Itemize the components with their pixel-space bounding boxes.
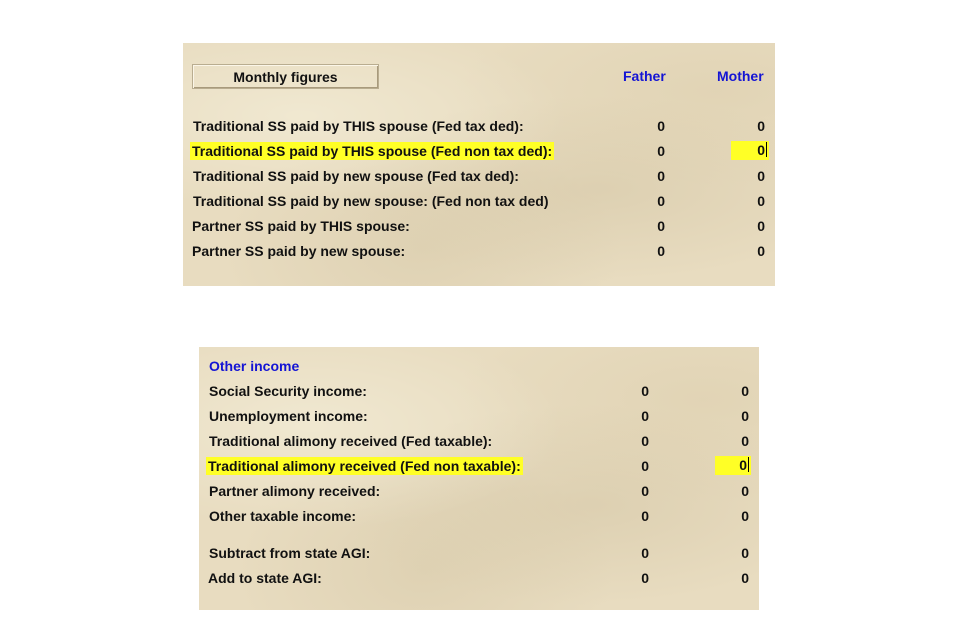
table-row [183, 140, 775, 162]
row-label: Social Security income: [209, 383, 367, 399]
table-row [183, 215, 775, 237]
text-caret [766, 142, 767, 157]
table-row [199, 380, 759, 402]
row-label: Traditional SS paid by new spouse: (Fed non tax ded) [193, 193, 549, 209]
mother-value[interactable]: 0 [757, 168, 765, 184]
table-row [199, 480, 759, 502]
table-row [199, 455, 759, 477]
father-value[interactable]: 0 [641, 570, 649, 586]
mother-input-value: 0 [739, 457, 747, 473]
father-value[interactable]: 0 [641, 545, 649, 561]
father-value[interactable]: 0 [641, 508, 649, 524]
mother-value[interactable]: 0 [741, 545, 749, 561]
other-income-panel [199, 347, 759, 610]
table-row [183, 165, 775, 187]
table-row [183, 240, 775, 262]
father-value[interactable]: 0 [657, 193, 665, 209]
row-label: Partner SS paid by THIS spouse: [192, 218, 410, 234]
monthly-figures-panel [183, 43, 775, 286]
mother-value[interactable]: 0 [757, 243, 765, 259]
row-label: Partner SS paid by new spouse: [192, 243, 406, 259]
mother-value[interactable]: 0 [741, 508, 749, 524]
mother-input-value: 0 [757, 142, 765, 158]
mother-value[interactable]: 0 [757, 193, 765, 209]
table-row [199, 505, 759, 527]
table-row [183, 190, 775, 212]
father-value[interactable]: 0 [657, 143, 665, 159]
row-label: Unemployment income: [209, 408, 368, 424]
row-label: Partner alimony received: [209, 483, 381, 499]
father-value[interactable]: 0 [641, 458, 649, 474]
table-row [199, 542, 759, 564]
table-row [199, 567, 759, 589]
mother-value[interactable]: 0 [741, 483, 749, 499]
other-income-title: Other income [209, 358, 300, 374]
monthly-figures-header: Monthly figures [192, 64, 379, 89]
row-label-highlighted: Traditional SS paid by THIS spouse (Fed non tax ded): [192, 143, 553, 159]
father-value[interactable]: 0 [657, 243, 665, 259]
mother-value[interactable]: 0 [757, 118, 765, 134]
father-value[interactable]: 0 [641, 483, 649, 499]
mother-input-active[interactable] [731, 141, 769, 160]
row-label-highlighted: Traditional alimony received (Fed non taxable): [208, 458, 521, 474]
table-row [199, 430, 759, 452]
father-value[interactable]: 0 [641, 383, 649, 399]
row-label: Other taxable income: [209, 508, 357, 524]
father-value[interactable]: 0 [657, 168, 665, 184]
mother-value[interactable]: 0 [741, 408, 749, 424]
mother-column-header: Mother [717, 68, 764, 84]
row-label: Traditional SS paid by THIS spouse (Fed tax ded): [193, 118, 524, 134]
row-label: Subtract from state AGI: [209, 545, 371, 561]
row-label: Traditional alimony received (Fed taxable): [209, 433, 493, 449]
mother-value[interactable]: 0 [741, 570, 749, 586]
row-label: Traditional SS paid by new spouse (Fed tax ded): [193, 168, 519, 184]
father-value[interactable]: 0 [641, 408, 649, 424]
father-column-header: Father [623, 68, 666, 84]
father-value[interactable]: 0 [641, 433, 649, 449]
mother-input-active[interactable] [715, 456, 751, 475]
table-row [199, 405, 759, 427]
mother-value[interactable]: 0 [741, 383, 749, 399]
row-label: Add to state AGI: [208, 570, 322, 586]
father-value[interactable]: 0 [657, 218, 665, 234]
table-row [183, 115, 775, 137]
mother-value[interactable]: 0 [741, 433, 749, 449]
father-value[interactable]: 0 [657, 118, 665, 134]
text-caret [748, 457, 749, 472]
mother-value[interactable]: 0 [757, 218, 765, 234]
